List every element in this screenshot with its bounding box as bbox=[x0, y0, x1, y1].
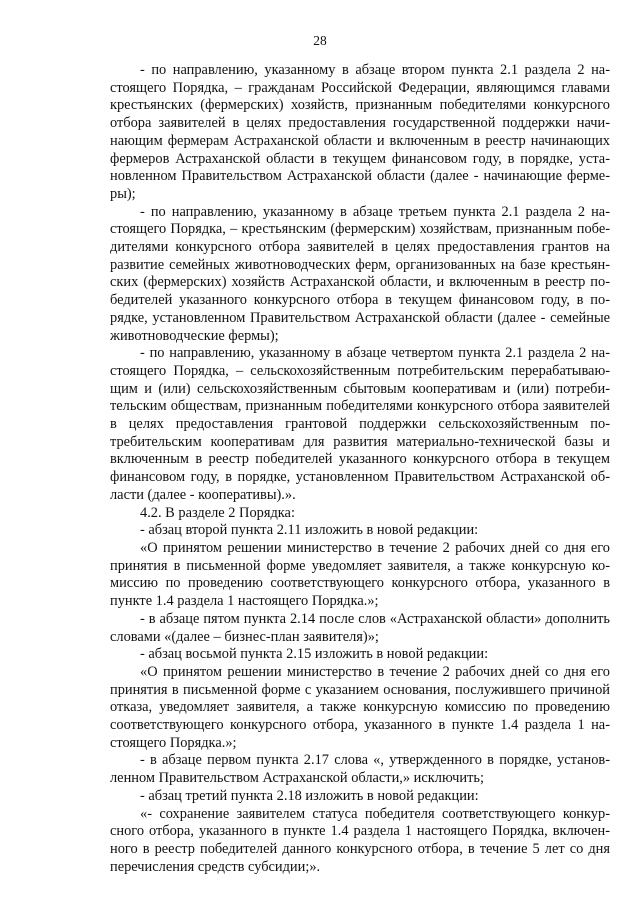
document-body bbox=[110, 62, 610, 876]
section-heading-4-2: 4.2. В разделе 2 Порядка: bbox=[140, 504, 295, 521]
paragraph-beginning-farmers: - по направлению, указанному в абзаце втором пункта 2.1 раздела 2 настоящего Порядка, – гражданам Российской Федерации, являющимся главами крестьянских (фермерских) хозяйств, признанным победителями конкурсного отбора заявителей в целях предоставления государственной поддержки начинающим фермерам Астраханской области и включенным в реестр начинающих фермеров Астраханской области в текущем финансовом году, в порядке, установленном Правительством Астраханской области (далее - начинающие фермеры); bbox=[110, 62, 610, 202]
paragraph-item-2-14: - в абзаце пятом пункта 2.14 после слов «Астраханской области» дополнить словами «(далее – бизнес-план заявителя)»; bbox=[110, 610, 610, 645]
paragraph-cooperatives: - по направлению, указанному в абзаце четвертом пункта 2.1 раздела 2 настоящего Порядка, – сельскохозяйственным потребительским перерабатывающим и (или) сельскохозяйственным сбытовым кооперативам и (или) потребительским обществам, признанным победителями конкурсного отбора заявителей в целях предоставления грантовой поддержки сельскохозяйственным потребительским кооперативам для развития материально-технической базы и включенным в реестр победителей указанного конкурсного отбора в текущем финансовом году, в порядке, установленном Правительством Астраханской области (далее - кооперативы).». bbox=[110, 345, 610, 503]
paragraph-item-2-11: - абзац второй пункта 2.11 изложить в новой редакции: bbox=[140, 522, 479, 539]
paragraph-quote-2-15: «О принятом решении министерство в течение 2 рабочих дней со дня его принятия в письменной форме с указанием основания, послужившего причиной отказа, уведомляет заявителя, а также конкурсную комиссию по проведению соответствующего конкурсного отбора, указанного в пункте 1.4 раздела 1 настоящего Порядка.»; bbox=[110, 663, 610, 751]
paragraph-item-2-18: - абзац третий пункта 2.18 изложить в новой редакции: bbox=[140, 787, 479, 804]
paragraph-family-farms: - по направлению, указанному в абзаце третьем пункта 2.1 раздела 2 настоящего Порядка, – крестьянским (фермерским) хозяйствам, признанным победителями конкурсного отбора заявителей в целях предоставления грантов на развитие семейных животноводческих ферм, организованных на базе крестьянских (фермерских) хозяйств Астраханской области, и включенным в реестр победителей указанного конкурсного отбора в текущем финансовом году, в порядке, установленном Правительством Астраханской области (далее - семейные животноводческие фермы); bbox=[110, 203, 610, 344]
page-number: 28 bbox=[313, 33, 327, 48]
paragraph-quote-2-11: «О принятом решении министерство в течение 2 рабочих дней со дня его принятия в письменной форме уведомляет заявителя, а также конкурсную комиссию по проведению соответствующего конкурсного отбора, указанного в пункте 1.4 раздела 1 настоящего Порядка.»; bbox=[110, 539, 610, 610]
paragraph-item-2-15: - абзац восьмой пункта 2.15 изложить в новой редакции: bbox=[140, 646, 489, 663]
paragraph-quote-2-18: «- сохранение заявителем статуса победителя соответствующего конкурсного отбора, указанного в пункте 1.4 раздела 1 настоящего Порядка, включенного в реестр победителей данного конкурсного отбора, в течение 5 лет со дня перечисления средств субсидии;». bbox=[110, 805, 610, 875]
paragraph-item-2-17: - в абзаце первом пункта 2.17 слова «, утвержденного в порядке, установленном Правительством Астраханской области,» исключить; bbox=[110, 752, 610, 787]
